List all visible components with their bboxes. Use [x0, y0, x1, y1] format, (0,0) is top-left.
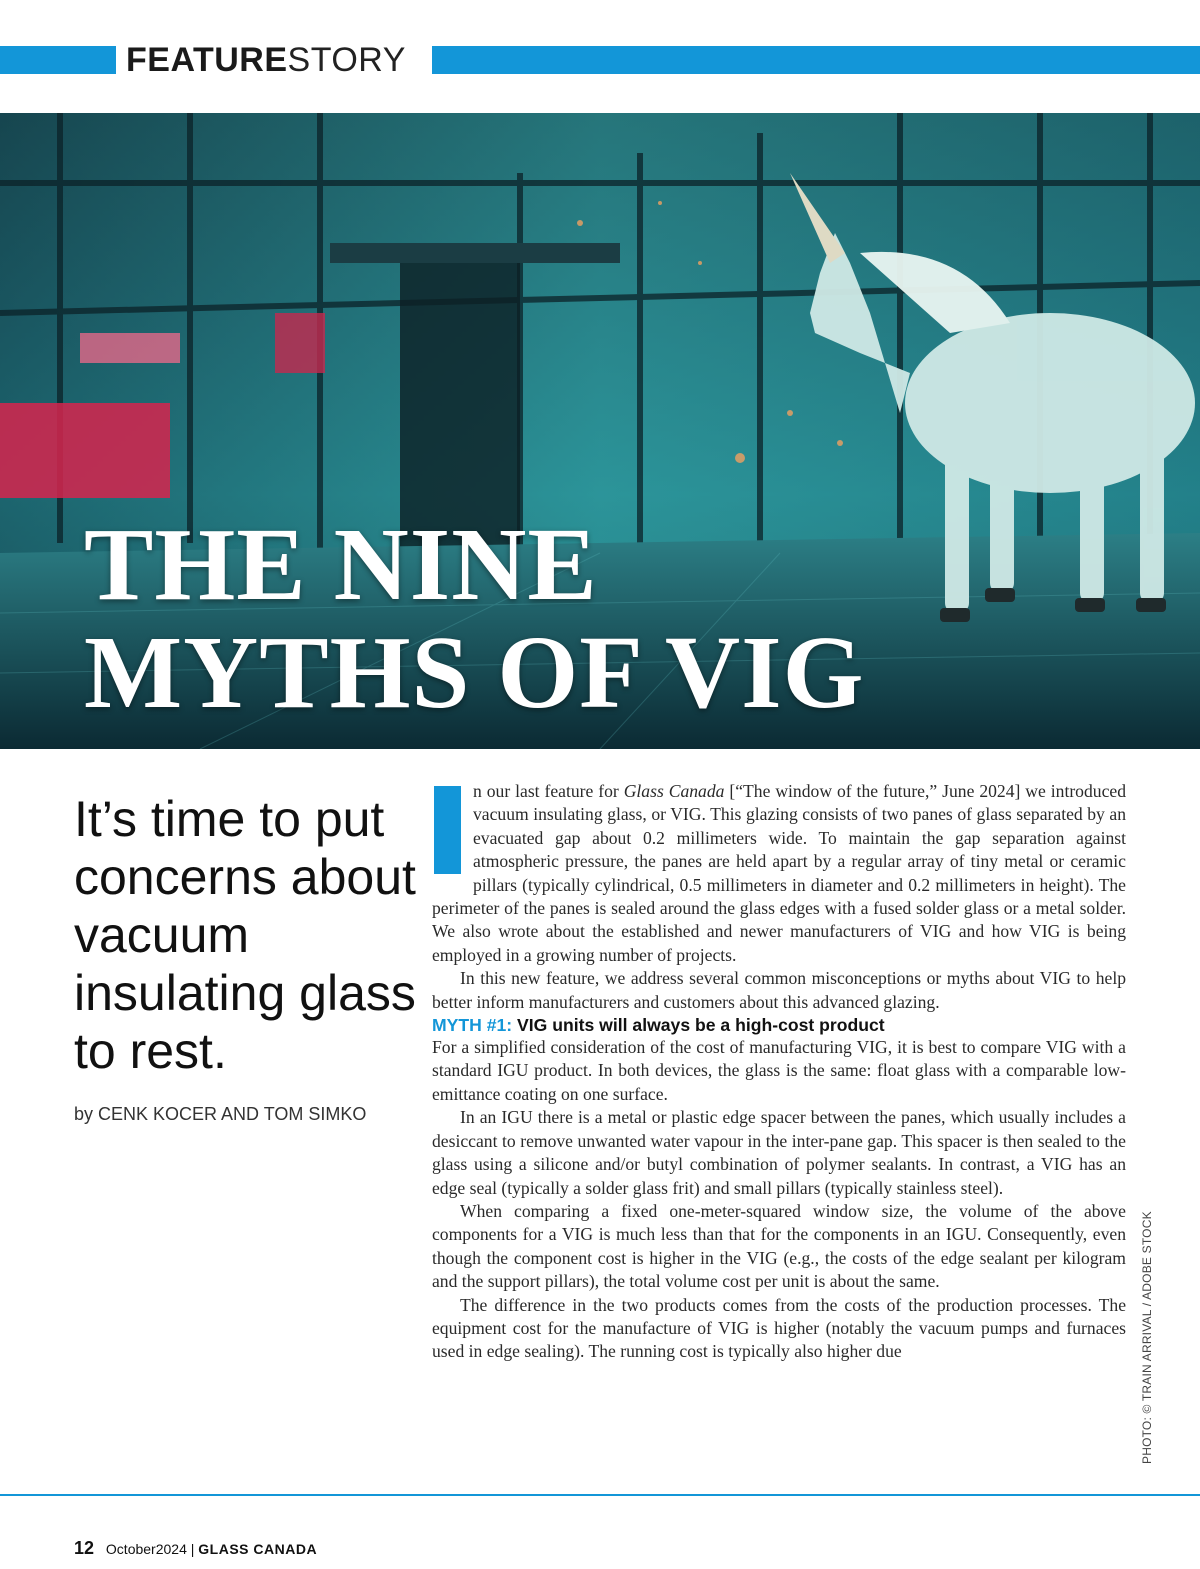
myth-1-heading: [432, 1014, 1126, 1036]
header-accent-bar-right: [432, 46, 1200, 74]
paragraph-3: For a simplified consideration of the cost of manufacturing VIG, it is best to compare VIG with a standard IGU product. In both devices, the glass is the same: float glass with a comparable low-emittance coating on one surface.: [432, 1037, 1126, 1104]
byline: by CENK KOCER AND TOM SIMKO: [74, 1104, 367, 1124]
section-label-bold: FEATURE: [126, 41, 288, 79]
header-accent-bar-left: [0, 46, 116, 74]
hero-image: [0, 113, 1200, 749]
paragraph-1: [432, 780, 1126, 967]
article-body: [432, 780, 1126, 1364]
paragraph-2: In this new feature, we address several common misconceptions or myths about VIG to help better inform manufacturers and customers about this advanced glazing.: [432, 968, 1126, 1012]
footer-separator: |: [190, 1541, 195, 1557]
myth-1-title: VIG units will always be a high-cost product: [512, 1015, 885, 1036]
article-title-line-1: THE NINE: [84, 507, 598, 622]
paragraph-5: When comparing a fixed one-meter-squared window size, the volume of the above components for a VIG is much less than that for the components in an IGU. Consequently, even though the component cost is higher in the VIG (e.g., the costs of the edge sealant per kilogram and the support pillars), the total volume cost per unit is about the same.: [432, 1200, 1126, 1292]
page-footer: [74, 1538, 317, 1559]
issue-date: October2024: [105, 1541, 187, 1557]
section-label: [126, 40, 406, 80]
article-title: [84, 507, 1084, 730]
myth-1-label: MYTH #1:: [432, 1015, 513, 1036]
publication-title: Glass Canada: [623, 781, 725, 801]
article-dek: It’s time to put concerns about vacuum insulating glass to rest.: [74, 791, 416, 1079]
section-label-light: STORY: [287, 41, 406, 79]
magazine-name: GLASS CANADA: [198, 1541, 318, 1557]
paragraph-6: The difference in the two products comes from the costs of the production processes. The equipment cost for the manufacture of VIG is higher (notably the vacuum pumps and furnaces used in edge sealing). The running cost is typically also higher due: [432, 1294, 1126, 1362]
paragraph-1-text: n our last feature for Glass Canada [“The window of the future,” June 2024] we introduced vacuum insulating glass, or VIG. This glazing consists of two panes of glass separated by an evacuated gap about 0.2 millimeters wide. To maintain the gap separation against atmospheric pressure, the panes are held apart by a regular array of tiny metal or ceramic pillars (typically cylindrical, 0.5 millimeters in diameter and 0.2 millimeters in height). The perimeter of the panes is sealed around the glass edges with a fused solder glass or a metal solder. We also wrote about the established and newer manufacturers of VIG and how VIG is being employed in a growing number of projects.: [432, 781, 1126, 965]
drop-cap-i: [434, 786, 461, 874]
article-title-line-2: MYTHS OF VIG: [84, 615, 865, 730]
paragraph-4: In an IGU there is a metal or plastic edge spacer between the panes, which usually includes a desiccant to remove unwanted water vapour in the inter-pane gap. This spacer is then sealed to the glass using a silicone and/or butyl combination of polymer sealants. In contrast, a VIG has an edge seal (typically a solder glass frit) and small pillars (typically stainless steel).: [432, 1107, 1126, 1198]
photo-credit: PHOTO: © TRAIN ARRIVAL / ADOBE STOCK: [1140, 1211, 1154, 1464]
footer-rule: [0, 1494, 1200, 1496]
page-number: 12: [74, 1538, 95, 1558]
